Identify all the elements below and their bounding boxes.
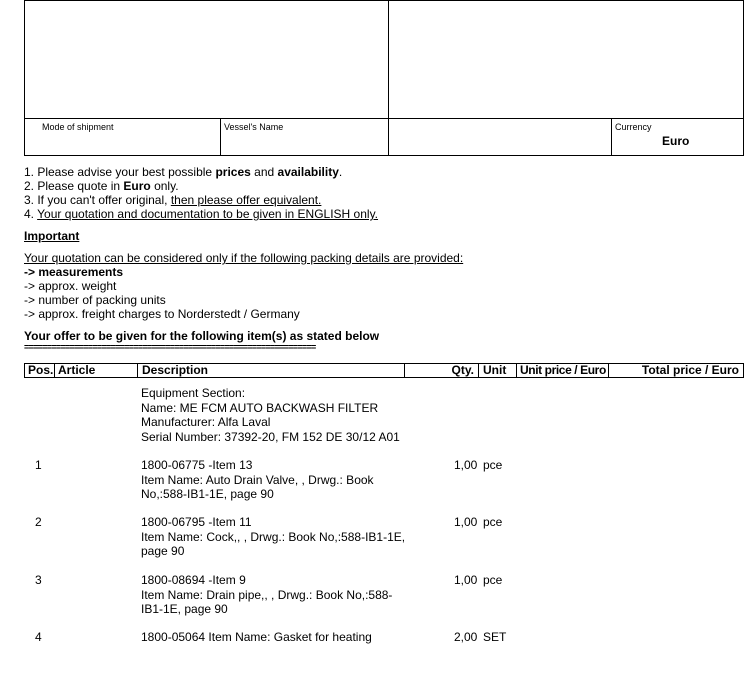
important-item-2: -> approx. weight [24, 279, 117, 293]
header-qty: Qty. [404, 363, 479, 378]
table-row-2-qty: 1,00 [454, 515, 478, 529]
currency-label: Currency [615, 122, 652, 132]
mode-of-shipment-label: Mode of shipment [42, 122, 114, 132]
header-total-price: Total price / Euro [608, 363, 744, 378]
separator-line: ================================================================ [24, 342, 316, 352]
table-row-1-desc-2: Item Name: Auto Drain Valve, , Drwg.: Book [141, 472, 374, 487]
table-row-3-desc-2: Item Name: Drain pipe,, , Drwg.: Book No,:588- [141, 587, 393, 602]
table-row-4-qty: 2,00 [454, 630, 478, 644]
offer-heading: Your offer to be given for the following item(s) as stated below [24, 329, 380, 343]
table-row-2-pos: 2 [35, 515, 42, 529]
header-article: Article [54, 363, 138, 378]
currency-value: Euro [662, 134, 690, 148]
table-row-4-unit: SET [483, 630, 507, 644]
table-row-1-pos: 1 [35, 458, 42, 472]
table-row-3-qty: 1,00 [454, 573, 478, 587]
equipment-line-3: Manufacturer: Alfa Laval [141, 415, 271, 429]
table-row-2-unit: pce [483, 515, 503, 529]
table-row-2-desc-1: 1800-06795 -Item 11 [141, 515, 252, 529]
vessel-name-label: Vessel's Name [224, 122, 284, 132]
instruction-4: 4. Your quotation and documentation to be given in ENGLISH only. [24, 207, 379, 221]
currency-box [611, 118, 744, 156]
table-row-1-unit: pce [483, 458, 503, 472]
top-left-box [24, 0, 389, 119]
header-pos: Pos. [24, 363, 55, 378]
equipment-line-2: Name: ME FCM AUTO BACKWASH FILTER [141, 400, 379, 415]
equipment-line-1: Equipment Section: [141, 386, 246, 400]
table-row-3-desc-1: 1800-08694 -Item 9 [141, 573, 246, 587]
table-row-3-pos: 3 [35, 573, 42, 587]
blank-box [388, 118, 612, 156]
equipment-line-4: Serial Number: 37392-20, FM 152 DE 30/12 A01 [141, 429, 400, 444]
table-row-1-desc-1: 1800-06775 -Item 13 [141, 458, 253, 472]
top-right-box [388, 0, 744, 119]
header-unit-price: Unit price / Euro [516, 363, 609, 378]
instruction-2: 2. Please quote in Euro only. [24, 179, 179, 193]
vessel-name-box [220, 118, 389, 156]
important-item-1: -> measurements [24, 265, 124, 279]
important-heading: Important [24, 229, 80, 243]
table-row-1-qty: 1,00 [454, 458, 478, 472]
table-row-3-unit: pce [483, 573, 503, 587]
mode-of-shipment-box [24, 118, 221, 156]
important-item-4: -> approx. freight charges to Norderstedt / Germany [24, 307, 300, 321]
table-row-4-desc-1: 1800-05064 Item Name: Gasket for heating [141, 630, 372, 644]
instruction-3: 3. If you can't offer original, then please offer equivalent. [24, 193, 322, 207]
table-row-2-desc-2: Item Name: Cock,, , Drwg.: Book No,:588-IB1-1E, [141, 529, 406, 544]
important-intro: Your quotation can be considered only if the following packing details are provided: [24, 251, 464, 265]
header-unit: Unit [478, 363, 517, 378]
instruction-1: 1. Please advise your best possible prices and availability. [24, 165, 343, 179]
important-item-3: -> number of packing units [24, 293, 166, 307]
table-row-4-pos: 4 [35, 630, 42, 644]
header-description: Description [137, 363, 405, 378]
table-row-3-desc-3: IB1-1E, page 90 [141, 602, 228, 616]
table-row-2-desc-3: page 90 [141, 544, 185, 558]
table-row-1-desc-3: No,:588-IB1-1E, page 90 [141, 487, 274, 501]
